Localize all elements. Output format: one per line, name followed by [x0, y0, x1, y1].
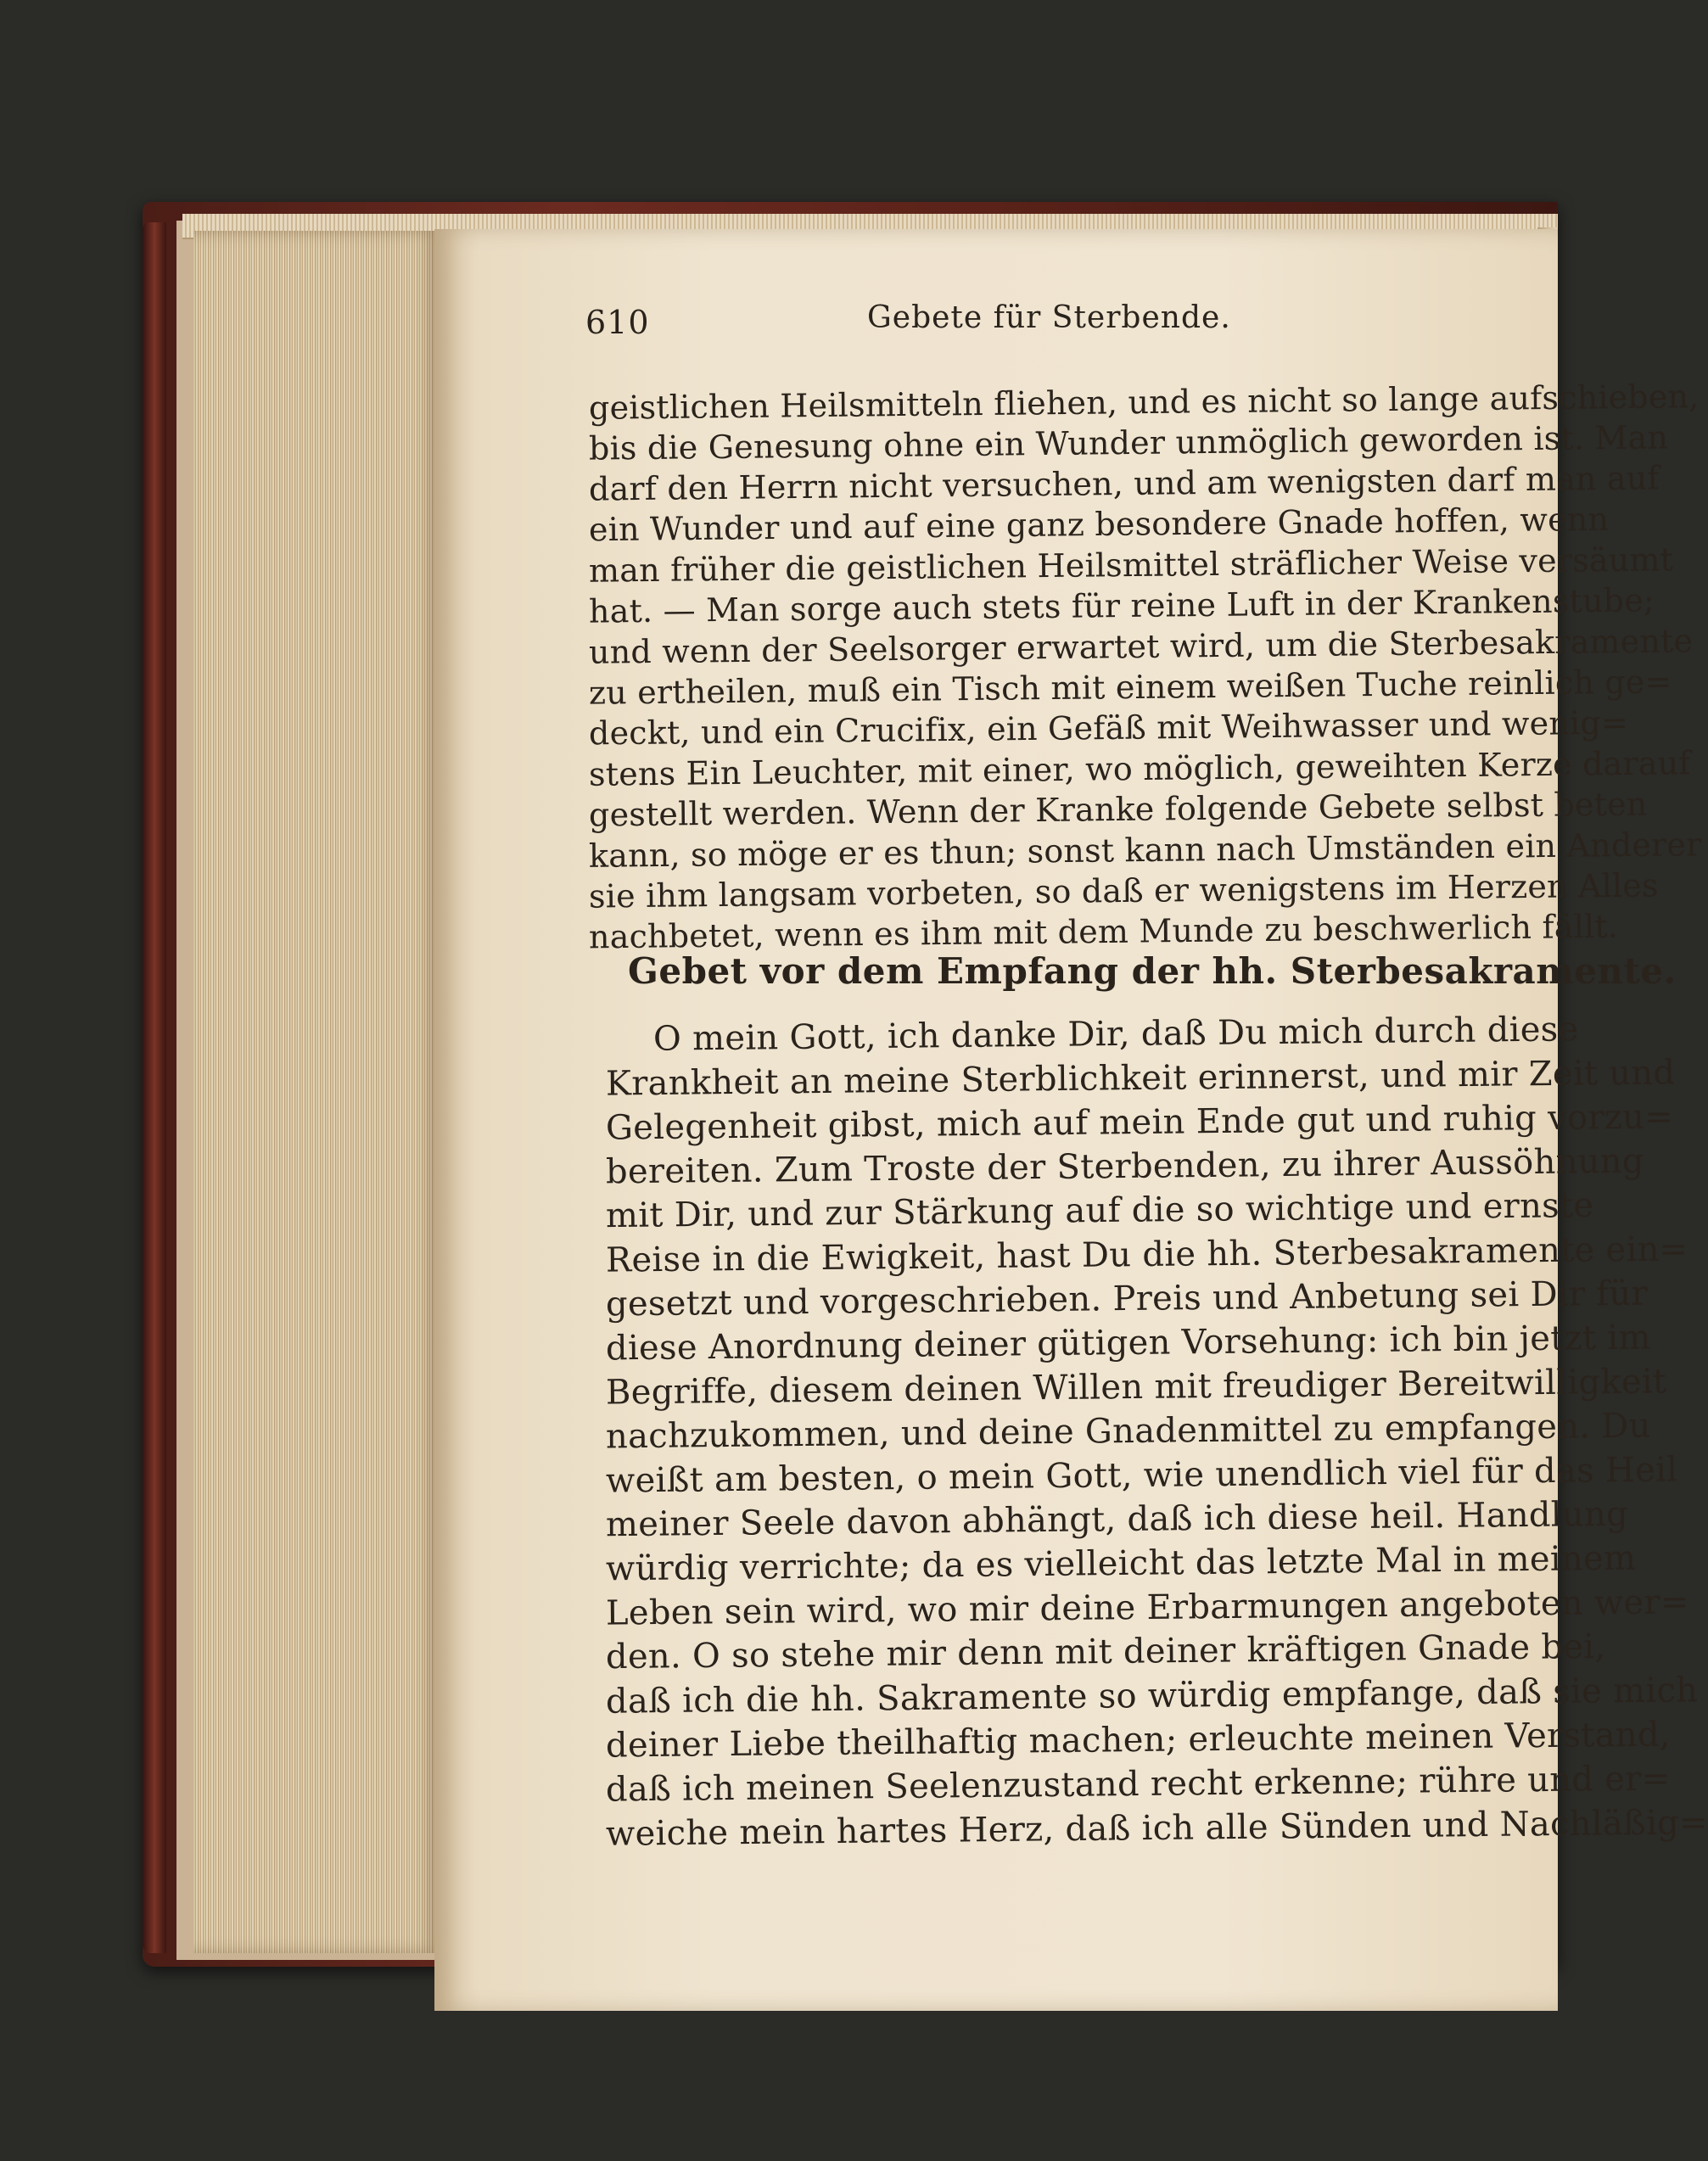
prayer-line: O mein Gott, ich danke Dir, daß Du mich durch diese	[652, 1010, 1579, 1059]
body-line: kann, so möge er es thun; sonst kann nach Umständen ein Anderer	[588, 826, 1702, 875]
prayer-line: daß ich meinen Seelenzustand recht erkenne; rühre und er=	[605, 1759, 1671, 1810]
body-line: man früher die geistlichen Heilsmittel sträflicher Weise versäumt	[588, 540, 1674, 590]
cover-edge	[143, 222, 166, 1953]
prayer-line: diese Anordnung deiner gütigen Vorsehung: ich bin jetzt im	[605, 1318, 1651, 1369]
running-head: Gebete für Sterbende.	[867, 300, 1231, 335]
body-line: gestellt werden. Wenn der Kranke folgende Gebete selbst beten	[588, 785, 1648, 834]
prayer-line: mit Dir, und zur Stärkung auf die so wichtige und ernste	[605, 1185, 1594, 1236]
prayer-line: Begriffe, diesem deinen Willen mit freudiger Bereitwilligkeit	[605, 1362, 1667, 1413]
prayer-line: bereiten. Zum Troste der Sterbenden, zu ihrer Aussöhnung	[605, 1141, 1644, 1192]
body-line: und wenn der Seelsorger erwartet wird, um die Sterbesakramente	[588, 622, 1694, 671]
prayer-line: Krankheit an meine Sterblichkeit erinnerst, und mir Zeit und	[605, 1053, 1676, 1104]
prayer-line: weißt am besten, o mein Gott, wie unendlich viel für das Heil	[605, 1450, 1678, 1501]
body-line: deckt, und ein Crucifix, ein Gefäß mit Weihwasser und wenig=	[588, 703, 1629, 753]
prayer-line: deiner Liebe theilhaftig machen; erleuchte meinen Verstand,	[605, 1715, 1672, 1766]
prayer-line: nachzukommen, und deine Gnadenmittel zu empfangen. Du	[605, 1406, 1651, 1457]
body-line: darf den Herrn nicht versuchen, und am wenigsten darf man auf	[588, 459, 1660, 508]
prayer-line: den. O so stehe mir denn mit deiner kräftigen Gnade bei,	[605, 1626, 1606, 1677]
prayer-line: daß ich die hh. Sakramente so würdig empfange, daß sie mich	[605, 1671, 1699, 1722]
prayer-line: Gelegenheit gibst, mich auf mein Ende gut und ruhig vorzu=	[605, 1097, 1674, 1148]
body-line: nachbetet, wenn es ihm mit dem Munde zu beschwerlich fällt.	[588, 907, 1619, 956]
body-line: geistlichen Heilsmitteln fliehen, und es nicht so lange aufschieben,	[588, 378, 1700, 427]
body-line: ein Wunder und auf eine ganz besondere Gnade hoffen, wenn	[588, 500, 1610, 549]
prayer-heading: Gebet vor dem Empfang der hh. Sterbesakramente.	[628, 950, 1677, 992]
body-line: sie ihm langsam vorbeten, so daß er wenigstens im Herzen Alles	[588, 866, 1659, 915]
body-line: hat. — Man sorge auch stets für reine Luft in der Krankenstube;	[588, 581, 1655, 630]
prayer-line: meiner Seele davon abhängt, daß ich diese heil. Handlung	[605, 1494, 1629, 1545]
page-stack-fore-edge	[193, 231, 440, 1953]
body-line: stens Ein Leuchter, mit einer, wo möglich, geweihten Kerze darauf	[588, 744, 1691, 793]
body-line: bis die Genesung ohne ein Wunder unmöglich geworden ist. Man	[588, 418, 1669, 467]
prayer-line: Leben sein wird, wo mir deine Erbarmungen angeboten wer=	[605, 1582, 1689, 1633]
body-line: zu ertheilen, muß ein Tisch mit einem weißen Tuche reinlich ge=	[588, 663, 1672, 712]
prayer-line: weiche mein hartes Herz, daß ich alle Sünden und Nachläßig=	[605, 1803, 1708, 1854]
prayer-line: gesetzt und vorgeschrieben. Preis und Anbetung sei Dir für	[605, 1274, 1649, 1324]
page-number: 610	[585, 304, 650, 341]
prayer-line: Reise in die Ewigkeit, hast Du die hh. Sterbesakramente ein=	[605, 1229, 1688, 1280]
prayer-line: würdig verrichte; da es vielleicht das letzte Mal in meinem	[605, 1538, 1637, 1589]
